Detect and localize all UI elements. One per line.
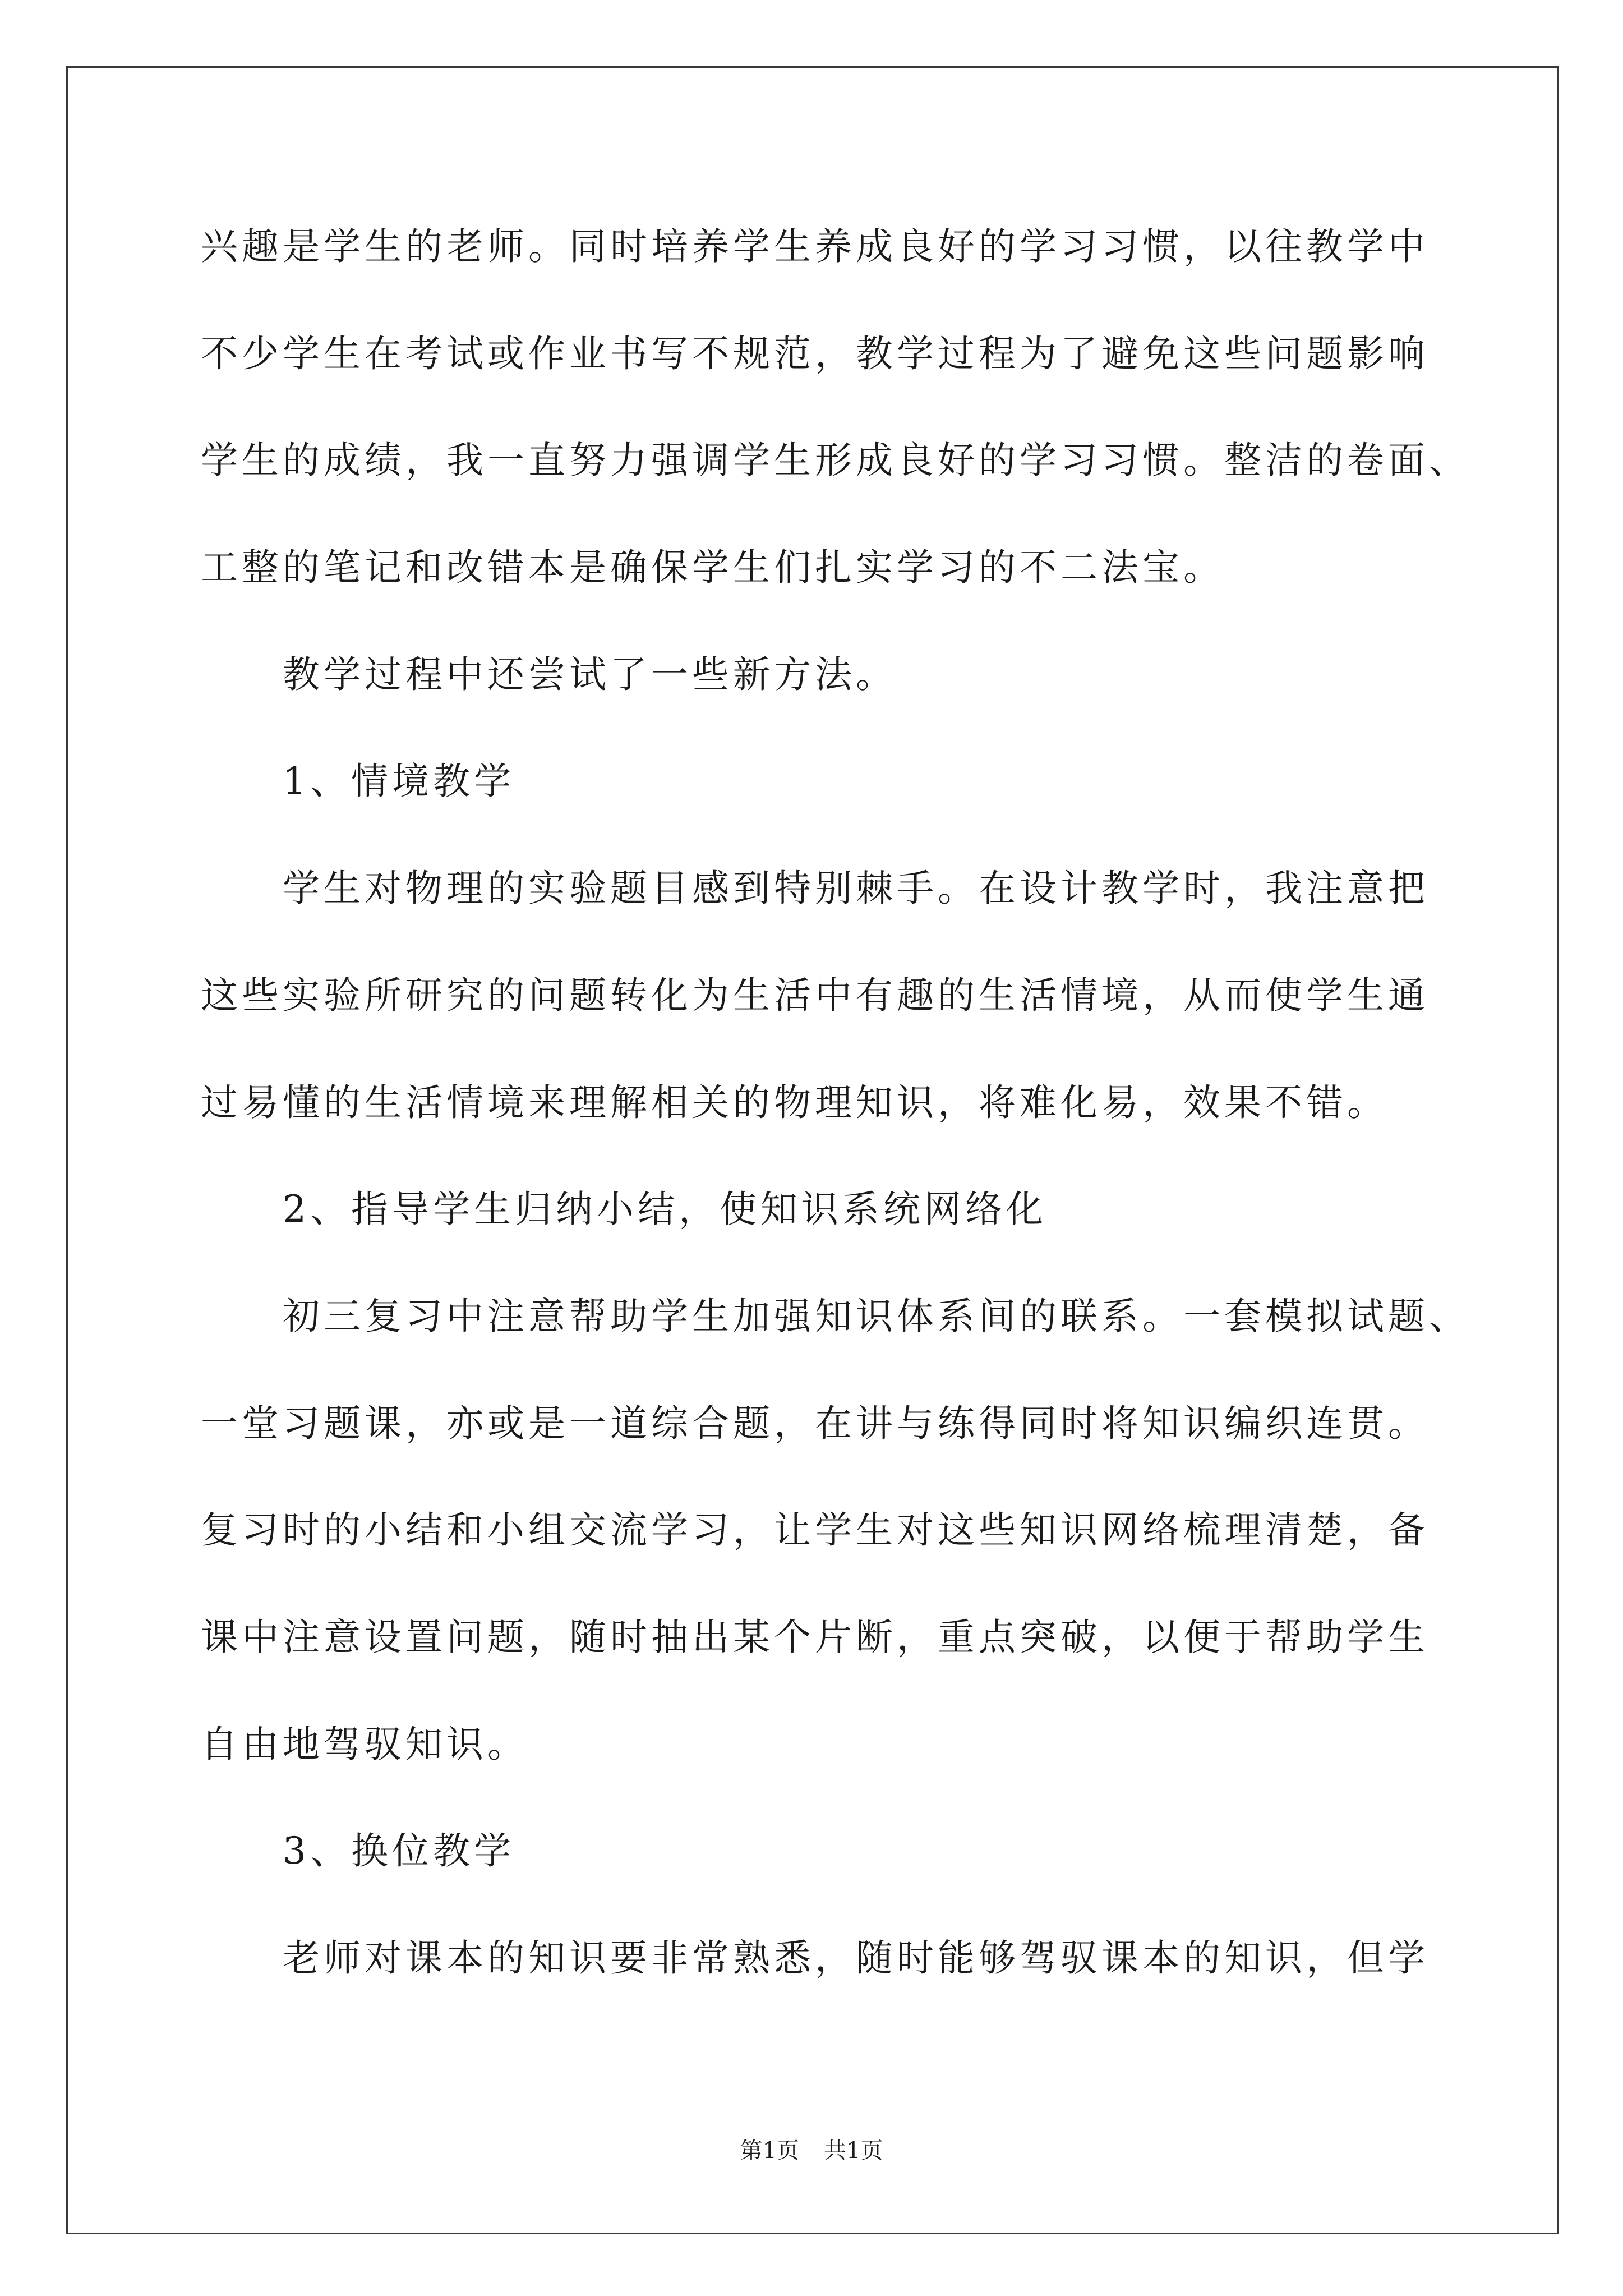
section-heading-text: 1、情境教学 xyxy=(283,760,515,803)
text-line: 教学过程中还尝试了一些新方法。 xyxy=(283,652,897,696)
text-line: 初三复习中注意帮助学生加强知识体系间的联系。一套模拟试题、 xyxy=(283,1294,1470,1338)
text-line: 老师对课本的知识要非常熟悉，随时能够驾驭课本的知识，但学 xyxy=(283,1936,1429,1980)
paragraph xyxy=(201,1263,1536,1798)
text-line: 自由地驾驭知识。 xyxy=(201,1722,528,1766)
section-heading-text: 3、换位教学 xyxy=(283,1829,515,1873)
text-line: 兴趣是学生的老师。同时培养学生养成良好的学习习惯，以往教学中 xyxy=(201,225,1429,268)
text-line: 一堂习题课，亦或是一道综合题，在讲与练得同时将知识编织连贯。 xyxy=(201,1401,1429,1445)
section-heading xyxy=(201,1156,1536,1263)
document-body xyxy=(201,194,1536,2012)
paragraph xyxy=(201,1905,1536,2012)
paragraph xyxy=(201,835,1536,1156)
section-heading-text: 2、指导学生归纳小结，使知识系统网络化 xyxy=(283,1188,1047,1231)
text-line: 学生的成绩，我一直努力强调学生形成良好的学习习惯。整洁的卷面、 xyxy=(201,439,1470,482)
page-footer xyxy=(0,2137,1623,2165)
text-line: 过易懂的生活情境来理解相关的物理知识，将难化易，效果不错。 xyxy=(201,1080,1388,1124)
paragraph xyxy=(201,194,1536,622)
text-line: 复习时的小结和小组交流学习，让学生对这些知识网络梳理清楚，备 xyxy=(201,1508,1429,1552)
section-heading xyxy=(201,1798,1536,1905)
page-number: 第1页 xyxy=(740,2138,799,2164)
paragraph xyxy=(201,622,1536,729)
section-heading xyxy=(201,728,1536,835)
text-line: 学生对物理的实验题目感到特别棘手。在设计教学时，我注意把 xyxy=(283,867,1429,910)
text-line: 课中注意设置问题，随时抽出某个片断，重点突破，以便于帮助学生 xyxy=(201,1615,1429,1659)
text-line: 工整的笔记和改错本是确保学生们扎实学习的不二法宝。 xyxy=(201,546,1224,590)
text-line: 这些实验所研究的问题转化为生活中有趣的生活情境，从而使学生通 xyxy=(201,973,1429,1017)
text-line: 不少学生在考试或作业书写不规范，教学过程为了避免这些问题影响 xyxy=(201,332,1429,375)
page-total: 共1页 xyxy=(824,2138,883,2164)
